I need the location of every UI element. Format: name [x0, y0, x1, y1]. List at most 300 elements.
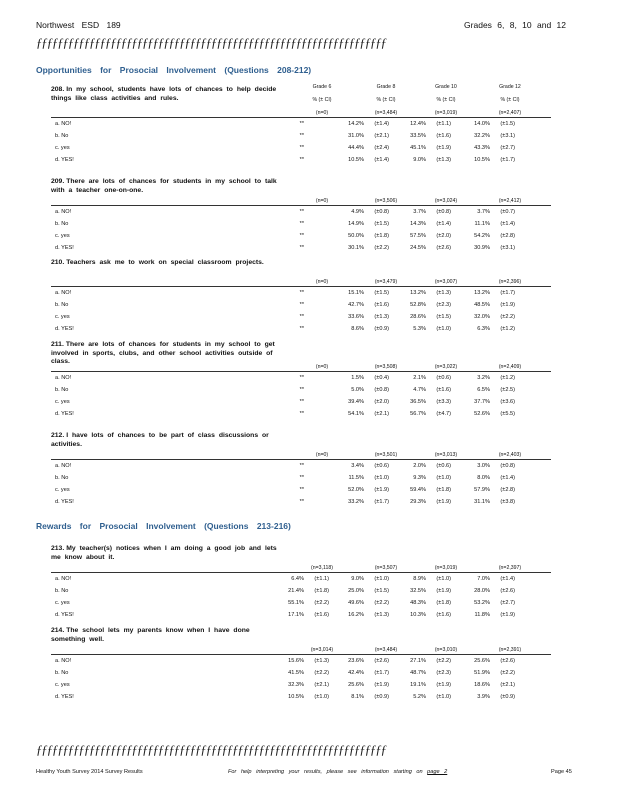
response-cell [468, 588, 515, 594]
response-cell [282, 314, 329, 320]
response-cell [404, 576, 451, 582]
response-cell [282, 387, 329, 393]
question-label: There are lots of chances for students in my school to talk with a teacher one-on-one. [51, 178, 277, 194]
response-row [55, 658, 555, 667]
percent-value: 7.0% [477, 576, 490, 582]
confidence-interval: (±2.6) [374, 658, 389, 664]
confidence-interval: (±1.0) [314, 694, 329, 700]
response-cell [468, 694, 515, 700]
confidence-interval: (±5.5) [500, 411, 515, 417]
confidence-interval: (±1.0) [436, 326, 451, 332]
response-row [55, 694, 555, 703]
response-cell [468, 670, 515, 676]
response-cell [282, 302, 329, 308]
confidence-interval: (±2.2) [374, 600, 389, 606]
percent-value: 3.7% [477, 209, 490, 215]
confidence-interval: (±2.5) [500, 387, 515, 393]
question-number: 210. [51, 259, 65, 266]
sample-size: (n=2,409) [498, 364, 522, 370]
question-text [51, 432, 286, 449]
percent-value: ** [299, 499, 304, 505]
percent-value: 4.9% [351, 209, 364, 215]
footer-help-text: For help interpreting your results, please see information starting on [228, 769, 423, 775]
response-row [55, 399, 555, 408]
response-label: d. YES! [55, 245, 74, 251]
percent-value: 5.3% [413, 326, 426, 332]
percent-value: ** [299, 302, 304, 308]
confidence-interval: (±2.0) [436, 233, 451, 239]
confidence-interval: (±1.5) [436, 314, 451, 320]
response-cell [468, 463, 515, 469]
response-cell [342, 245, 389, 251]
confidence-interval: (±1.9) [500, 612, 515, 618]
sample-size: (n=3,508) [374, 364, 398, 370]
response-cell [342, 588, 389, 594]
percent-value: 56.7% [410, 411, 426, 417]
response-label: a. NO! [55, 290, 72, 296]
response-cell [468, 314, 515, 320]
response-cell [342, 375, 389, 381]
response-cell [282, 121, 329, 127]
confidence-interval: (±1.6) [436, 133, 451, 139]
percent-value: 8.6% [351, 326, 364, 332]
response-cell [282, 157, 329, 163]
confidence-interval: (±2.2) [314, 670, 329, 676]
response-row [55, 475, 555, 484]
response-cell [342, 387, 389, 393]
confidence-interval: (±1.9) [500, 302, 515, 308]
response-label: b. No [55, 387, 69, 393]
percent-value: 51.9% [474, 670, 490, 676]
question-rule [51, 286, 551, 287]
percent-value: 53.2% [474, 600, 490, 606]
response-cell [282, 694, 329, 700]
question-number: 213. [51, 545, 65, 552]
confidence-interval: (±0.8) [436, 209, 451, 215]
confidence-interval: (±3.1) [500, 133, 515, 139]
report-grades: Grades 6, 8, 10 and 12 [464, 20, 566, 30]
confidence-interval: (±1.8) [436, 487, 451, 493]
percent-value: 25.0% [348, 588, 364, 594]
response-cell [468, 658, 515, 664]
response-cell [342, 658, 389, 664]
percent-value: 57.9% [474, 487, 490, 493]
confidence-interval: (±1.0) [436, 475, 451, 481]
response-cell [282, 463, 329, 469]
percent-value: 32.3% [288, 682, 304, 688]
response-row [55, 375, 555, 384]
response-cell [282, 221, 329, 227]
sample-size: (n=2,407) [498, 110, 522, 116]
percent-value: ** [299, 245, 304, 251]
percent-value: 3.9% [477, 694, 490, 700]
confidence-interval: (±1.6) [436, 612, 451, 618]
sample-size: (n=3,506) [374, 198, 398, 204]
response-cell [468, 399, 515, 405]
response-cell [404, 487, 451, 493]
response-cell [404, 245, 451, 251]
response-cell [404, 133, 451, 139]
percent-value: 27.1% [410, 658, 426, 664]
response-cell [404, 221, 451, 227]
response-cell [282, 612, 329, 618]
sample-size: (n=2,412) [498, 198, 522, 204]
percent-value: 10.5% [348, 157, 364, 163]
response-cell [282, 245, 329, 251]
confidence-interval: (±1.8) [436, 600, 451, 606]
confidence-interval: (±1.9) [436, 499, 451, 505]
percent-value: 43.3% [474, 145, 490, 151]
percent-value: ** [299, 375, 304, 381]
percent-value: ** [299, 121, 304, 127]
response-cell [342, 612, 389, 618]
response-cell [468, 245, 515, 251]
percent-value: ** [299, 145, 304, 151]
percent-value: 52.0% [348, 487, 364, 493]
sample-size: (n=0) [315, 110, 329, 116]
percent-value: 36.5% [410, 399, 426, 405]
confidence-interval: (±0.6) [374, 463, 389, 469]
sample-size: (n=3,024) [434, 198, 458, 204]
bottom-divider: ƒƒƒƒƒƒƒƒƒƒƒƒƒƒƒƒƒƒƒƒƒƒƒƒƒƒƒƒƒƒƒƒƒƒƒƒƒƒƒƒƒƒƒƒƒƒƒƒƒƒƒƒƒƒƒƒƒƒƒƒƒƒƒƒƒƒ [36, 742, 386, 757]
percent-value: 15.1% [348, 290, 364, 296]
percent-value: 14.3% [410, 221, 426, 227]
sample-size: (n=3,014) [310, 647, 334, 653]
percent-value: 5.2% [413, 694, 426, 700]
response-cell [468, 612, 515, 618]
response-cell [404, 411, 451, 417]
percent-value: 52.6% [474, 411, 490, 417]
response-cell [404, 682, 451, 688]
footer-help-note [228, 769, 447, 775]
response-label: a. NO! [55, 209, 72, 215]
confidence-interval: (±1.9) [436, 588, 451, 594]
sample-size: (n=2,391) [498, 647, 522, 653]
response-label: b. No [55, 588, 69, 594]
response-cell [282, 600, 329, 606]
confidence-interval: (±1.3) [374, 612, 389, 618]
percent-value: 33.5% [410, 133, 426, 139]
question-label: My teacher(s) notices when I am doing a good job and lets me know about it. [51, 545, 277, 561]
footer-survey-title: Healthy Youth Survey 2014 Survey Results [36, 769, 143, 775]
percent-value: 30.9% [474, 245, 490, 251]
percent-value: ** [299, 221, 304, 227]
response-row [55, 314, 555, 323]
confidence-interval: (±0.8) [374, 387, 389, 393]
percent-value: 2.0% [413, 463, 426, 469]
response-cell [468, 375, 515, 381]
response-cell [342, 682, 389, 688]
confidence-interval: (±1.1) [314, 576, 329, 582]
response-cell [342, 290, 389, 296]
question-text [51, 86, 286, 103]
response-cell [404, 290, 451, 296]
response-row [55, 121, 555, 130]
question-text [51, 259, 286, 268]
percent-value: 8.1% [351, 694, 364, 700]
response-label: c. yes [55, 145, 70, 151]
sample-size: (n=3,479) [374, 279, 398, 285]
section-title: Opportunities for Prosocial Involvement (Questions 208-212) [36, 65, 312, 75]
percent-value: 14.2% [348, 121, 364, 127]
response-cell [342, 145, 389, 151]
question-rule [51, 117, 551, 118]
question-label: There are lots of chances for students in my school to get involved in sports, clubs, and other school activities outside of class. [51, 341, 275, 366]
response-cell [404, 694, 451, 700]
response-cell [404, 600, 451, 606]
confidence-interval: (±1.0) [436, 576, 451, 582]
question-number: 211. [51, 341, 64, 348]
response-cell [282, 233, 329, 239]
confidence-interval: (±2.8) [500, 487, 515, 493]
percent-value: 33.6% [348, 314, 364, 320]
response-cell [468, 600, 515, 606]
percent-value: 54.2% [474, 233, 490, 239]
response-cell [282, 499, 329, 505]
response-cell [342, 121, 389, 127]
confidence-interval: (±2.2) [374, 245, 389, 251]
response-cell [468, 487, 515, 493]
response-cell [342, 209, 389, 215]
confidence-interval: (±1.9) [374, 487, 389, 493]
response-cell [468, 157, 515, 163]
percent-value: 49.6% [348, 600, 364, 606]
column-header [485, 84, 535, 103]
question-rule [51, 459, 551, 460]
response-row [55, 487, 555, 496]
percent-value: 29.3% [410, 499, 426, 505]
percent-value: 50.0% [348, 233, 364, 239]
response-cell [282, 145, 329, 151]
sample-size: (n=3,007) [434, 279, 458, 285]
confidence-interval: (±3.3) [436, 399, 451, 405]
percent-value: 3.7% [413, 209, 426, 215]
response-cell [282, 658, 329, 664]
top-divider: ƒƒƒƒƒƒƒƒƒƒƒƒƒƒƒƒƒƒƒƒƒƒƒƒƒƒƒƒƒƒƒƒƒƒƒƒƒƒƒƒƒƒƒƒƒƒƒƒƒƒƒƒƒƒƒƒƒƒƒƒƒƒƒƒƒƒ [36, 35, 386, 50]
response-cell [342, 600, 389, 606]
response-label: b. No [55, 475, 69, 481]
percent-value: ** [299, 487, 304, 493]
confidence-interval: (±1.6) [436, 387, 451, 393]
confidence-interval: (±2.3) [436, 302, 451, 308]
question-text [51, 545, 286, 562]
response-cell [404, 314, 451, 320]
footer-page-link[interactable]: page 2 [427, 769, 448, 775]
confidence-interval: (±1.5) [374, 290, 389, 296]
confidence-interval: (±3.1) [500, 245, 515, 251]
confidence-interval: (±1.4) [500, 221, 515, 227]
percent-value: 17.1% [288, 612, 304, 618]
confidence-interval: (±1.9) [374, 682, 389, 688]
percent-value: 42.4% [348, 670, 364, 676]
question-rule [51, 572, 551, 573]
percent-value: 12.4% [410, 121, 426, 127]
question-label: In my school, students have lots of chances to help decide things like class activities and rules. [51, 86, 277, 102]
response-label: c. yes [55, 399, 70, 405]
response-label: c. yes [55, 314, 70, 320]
confidence-interval: (±0.9) [374, 694, 389, 700]
confidence-interval: (±0.6) [436, 463, 451, 469]
percent-value: 11.1% [474, 221, 490, 227]
response-label: d. YES! [55, 411, 74, 417]
confidence-interval: (±1.0) [374, 576, 389, 582]
percent-value: ** [299, 411, 304, 417]
response-row [55, 302, 555, 311]
confidence-interval: (±0.8) [374, 209, 389, 215]
percent-value: 48.3% [410, 600, 426, 606]
sample-size: (n=0) [315, 279, 329, 285]
sample-size: (n=3,019) [434, 110, 458, 116]
sample-size: (n=3,013) [434, 452, 458, 458]
confidence-interval: (±0.8) [500, 463, 515, 469]
percent-value: ** [299, 314, 304, 320]
response-cell [282, 209, 329, 215]
response-cell [468, 576, 515, 582]
column-header [297, 84, 347, 103]
stat-label: % (± CI) [436, 97, 456, 103]
confidence-interval: (±2.1) [500, 682, 515, 688]
confidence-interval: (±2.6) [500, 588, 515, 594]
response-cell [282, 670, 329, 676]
response-cell [468, 475, 515, 481]
percent-value: 45.1% [410, 145, 426, 151]
confidence-interval: (±1.6) [314, 612, 329, 618]
percent-value: 19.1% [410, 682, 426, 688]
response-cell [282, 375, 329, 381]
response-cell [282, 399, 329, 405]
sample-size: (n=0) [315, 198, 329, 204]
confidence-interval: (±2.6) [500, 658, 515, 664]
grade-label: Grade 12 [499, 84, 521, 90]
percent-value: 15.6% [288, 658, 304, 664]
percent-value: ** [299, 326, 304, 332]
confidence-interval: (±1.7) [374, 499, 389, 505]
percent-value: 41.5% [288, 670, 304, 676]
response-cell [468, 387, 515, 393]
percent-value: 48.5% [474, 302, 490, 308]
confidence-interval: (±0.9) [374, 326, 389, 332]
response-cell [404, 145, 451, 151]
response-label: d. YES! [55, 326, 74, 332]
confidence-interval: (±1.9) [436, 145, 451, 151]
percent-value: ** [299, 399, 304, 405]
response-cell [404, 157, 451, 163]
stat-label: % (± CI) [376, 97, 396, 103]
response-cell [342, 399, 389, 405]
sample-size: (n=2,396) [498, 279, 522, 285]
percent-value: 28.0% [474, 588, 490, 594]
response-cell [342, 463, 389, 469]
response-cell [342, 499, 389, 505]
percent-value: 52.8% [410, 302, 426, 308]
response-cell [468, 499, 515, 505]
confidence-interval: (±2.7) [500, 600, 515, 606]
response-row [55, 588, 555, 597]
confidence-interval: (±4.7) [436, 411, 451, 417]
response-cell [282, 475, 329, 481]
confidence-interval: (±1.0) [436, 694, 451, 700]
response-cell [342, 133, 389, 139]
response-label: d. YES! [55, 499, 74, 505]
confidence-interval: (±1.3) [374, 314, 389, 320]
percent-value: 37.7% [474, 399, 490, 405]
confidence-interval: (±2.3) [436, 670, 451, 676]
response-cell [342, 233, 389, 239]
confidence-interval: (±2.1) [374, 411, 389, 417]
percent-value: 1.5% [351, 375, 364, 381]
percent-value: 14.0% [474, 121, 490, 127]
percent-value: 8.0% [477, 475, 490, 481]
confidence-interval: (±1.2) [500, 375, 515, 381]
confidence-interval: (±1.5) [374, 221, 389, 227]
response-cell [468, 682, 515, 688]
question-number: 208. [51, 86, 65, 93]
percent-value: 28.6% [410, 314, 426, 320]
response-cell [468, 326, 515, 332]
question-rule [51, 654, 551, 655]
percent-value: 3.0% [477, 463, 490, 469]
response-row [55, 209, 555, 218]
sample-size: (n=3,019) [434, 565, 458, 571]
question-rule [51, 371, 551, 372]
response-cell [468, 209, 515, 215]
response-cell [342, 326, 389, 332]
confidence-interval: (±2.8) [500, 233, 515, 239]
response-label: b. No [55, 670, 69, 676]
sample-size: (n=2,403) [498, 452, 522, 458]
response-label: a. NO! [55, 463, 72, 469]
percent-value: 3.4% [351, 463, 364, 469]
response-label: b. No [55, 133, 69, 139]
response-cell [404, 121, 451, 127]
question-number: 209. [51, 178, 65, 185]
response-label: d. YES! [55, 157, 74, 163]
percent-value: 18.6% [474, 682, 490, 688]
stat-label: % (± CI) [312, 97, 332, 103]
confidence-interval: (±1.5) [500, 121, 515, 127]
confidence-interval: (±1.0) [374, 475, 389, 481]
confidence-interval: (±1.3) [314, 658, 329, 664]
response-cell [342, 302, 389, 308]
response-cell [282, 290, 329, 296]
percent-value: ** [299, 475, 304, 481]
question-number: 214. [51, 627, 65, 634]
response-label: a. NO! [55, 121, 72, 127]
response-cell [282, 326, 329, 332]
percent-value: 30.1% [348, 245, 364, 251]
confidence-interval: (±1.4) [374, 157, 389, 163]
confidence-interval: (±2.2) [500, 670, 515, 676]
response-cell [404, 302, 451, 308]
percent-value: 16.2% [348, 612, 364, 618]
confidence-interval: (±2.0) [374, 399, 389, 405]
column-header [421, 84, 471, 103]
response-cell [468, 290, 515, 296]
confidence-interval: (±3.8) [500, 499, 515, 505]
response-row [55, 245, 555, 254]
sample-size: (n=3,507) [374, 565, 398, 571]
response-cell [404, 475, 451, 481]
response-row [55, 221, 555, 230]
question-label: Teachers ask me to work on special classroom projects. [66, 259, 264, 266]
percent-value: 11.8% [474, 612, 490, 618]
response-cell [404, 326, 451, 332]
percent-value: 57.5% [410, 233, 426, 239]
percent-value: ** [299, 209, 304, 215]
response-row [55, 682, 555, 691]
percent-value: 25.6% [348, 682, 364, 688]
section-title: Rewards for Prosocial Involvement (Questions 213-216) [36, 521, 291, 531]
